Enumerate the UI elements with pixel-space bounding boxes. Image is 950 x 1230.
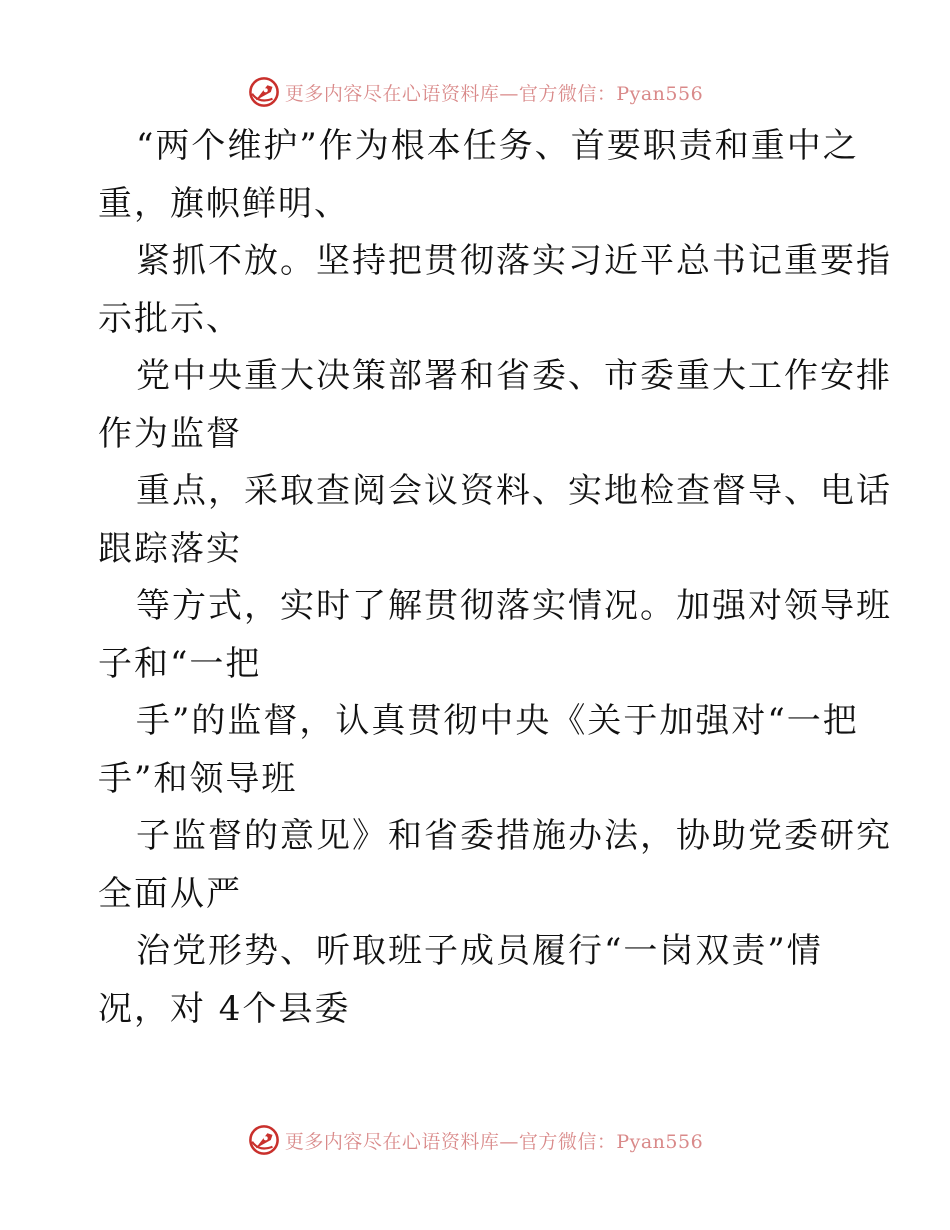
footer-watermark <box>0 1120 950 1160</box>
text-line: 作为监督 <box>98 413 242 454</box>
text-line: 治党形势、听取班子成员履行“一岗双责”情 <box>136 931 823 971</box>
text-line: 跟踪落实 <box>98 528 242 569</box>
pen-nib-circle-icon <box>247 75 281 109</box>
text-line: 紧抓不放。坚持把贯彻落实习近平总书记重要指 <box>136 241 892 281</box>
header-watermark <box>0 72 950 112</box>
text-line: “两个维护”作为根本任务、首要职责和重中之 <box>136 126 859 166</box>
text-line: 示批示、 <box>98 298 242 339</box>
document-body <box>98 118 892 1038</box>
text-line: 手”的监督，认真贯彻中央《关于加强对“一把 <box>136 701 859 741</box>
text-line: 子和“一把 <box>98 643 262 684</box>
watermark-text: 更多内容尽在心语资料库—官方微信：Pyan556 <box>284 1130 704 1153</box>
text-line: 党中央重大决策部署和省委、市委重大工作安排 <box>136 356 892 396</box>
text-line: 全面从严 <box>98 873 242 914</box>
watermark-text: 更多内容尽在心语资料库—官方微信：Pyan556 <box>284 82 704 105</box>
text-line: 手”和领导班 <box>98 758 298 799</box>
text-line: 子监督的意见》和省委措施办法，协助党委研究 <box>136 816 892 856</box>
text-line: 况，对 4个县委 <box>98 988 351 1029</box>
pen-nib-circle-icon <box>247 1123 281 1157</box>
text-line: 重点，采取查阅会议资料、实地检查督导、电话 <box>136 471 892 511</box>
text-line: 等方式，实时了解贯彻落实情况。加强对领导班 <box>136 586 892 626</box>
text-line: 重，旗帜鲜明、 <box>98 183 350 224</box>
